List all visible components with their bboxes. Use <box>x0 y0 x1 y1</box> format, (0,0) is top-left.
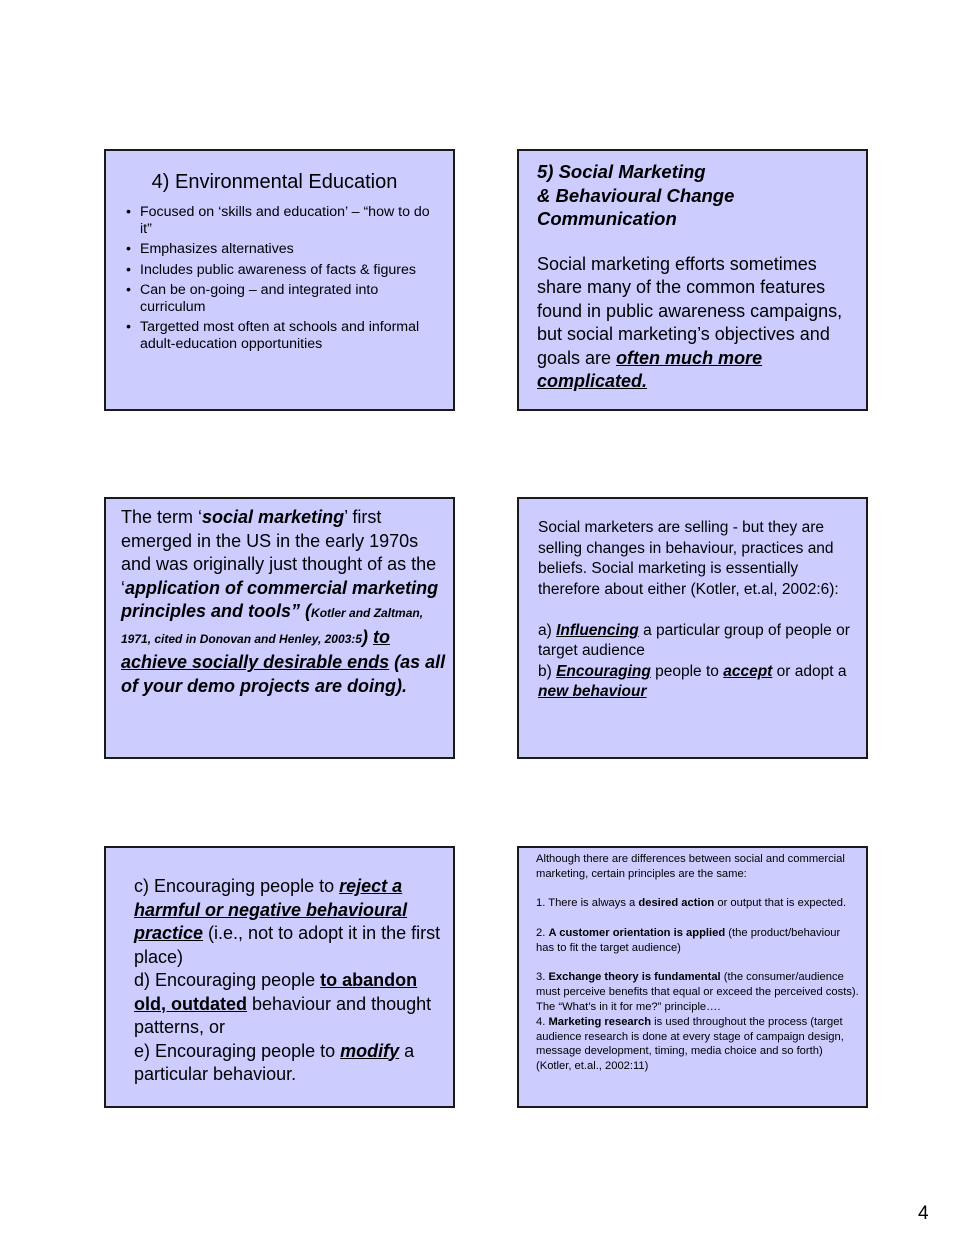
body-text: d) Encouraging people <box>134 970 321 990</box>
item-text: 4. <box>536 1015 549 1028</box>
emphasis-text: Influencing <box>556 621 639 639</box>
slide-environmental-education <box>104 149 455 411</box>
slide-body <box>536 852 860 1074</box>
emphasis-text: Encouraging <box>556 662 651 680</box>
body-text: Social marketing efforts sometimes share many of the common features found in public awareness campaigns, but social marketing’s objectives and goals are <box>537 253 843 368</box>
emphasis-text: new behaviour <box>538 683 647 700</box>
emphasis-text: modify <box>340 1040 400 1061</box>
page-number: 4 <box>918 1203 929 1224</box>
emphasis-text: to abandon old, outdated <box>134 970 418 1014</box>
body-text: a particular group of people or target audience <box>538 621 850 659</box>
principle-item <box>536 1015 860 1074</box>
emphasis-text: to achieve socially desirable ends <box>121 626 390 672</box>
body-text: ) <box>361 626 373 647</box>
body-text: (i.e., not to adopt it in the first place) <box>134 923 441 967</box>
item-prefix: b) <box>538 662 557 680</box>
slide-title: 4) Environmental Education <box>151 171 398 193</box>
slide-body <box>134 875 447 1087</box>
principle-item <box>536 896 860 911</box>
item-emphasis: Exchange theory is fundamental <box>548 971 721 984</box>
slide-encouraging-people <box>104 846 455 1108</box>
intro-text: Although there are differences between social and commercial marketing, certain principles are the same: <box>536 853 845 880</box>
item-text: (the product/behaviour has to fit the target audience) <box>536 926 841 954</box>
item-text: is used throughout the process (target audience research is done at every stage of campaign design, message development, timing, media choice and so forth) (Kotler, et.al., 2002:11) <box>536 1015 844 1073</box>
body-text: c) Encouraging people to <box>134 876 340 896</box>
body-text: people to <box>650 662 724 680</box>
term-social-marketing: social marketing <box>202 507 345 527</box>
body-text: (as all of your demo projects are doing). <box>121 652 446 696</box>
item-text: 1. There is always a <box>536 897 639 910</box>
citation: Kotler and Zaltman, 1971, cited in Donovan and Henley, 2003:5 <box>121 606 424 646</box>
item-text: 2. <box>536 926 549 939</box>
list-item: • Targetted most often at schools and informal adult-education opportunities <box>126 319 441 352</box>
title-line: Communication <box>537 208 677 229</box>
item-text: 3. <box>536 971 549 984</box>
item-emphasis: A customer orientation is applied <box>548 926 726 939</box>
item-emphasis: Marketing research <box>548 1015 652 1028</box>
intro-text: Social marketers are selling - but they are selling changes in behaviour, practices and beliefs. Social marketing is essentially therefore about either (Kotler, et.al, 2002:6): <box>538 519 839 598</box>
body-text: behaviour and thought patterns, or <box>134 993 432 1037</box>
list-item: • Emphasizes alternatives <box>126 241 441 258</box>
item-text: (the consumer/audience must perceive benefits that equal or exceed the perceived costs). The “What’s in it for me?” principle…. <box>536 971 859 1013</box>
slide-term-definition <box>104 497 455 759</box>
body-text: The term ‘ <box>121 507 203 527</box>
item-emphasis: desired action <box>638 897 715 910</box>
slide-body <box>537 253 860 394</box>
slide-social-marketing <box>517 149 868 411</box>
emphasis-text: often much more complicated. <box>537 347 763 391</box>
emphasis-text: accept <box>723 662 773 680</box>
title-line: 5) Social Marketing <box>537 161 706 182</box>
slide-body <box>538 518 860 703</box>
body-text: a particular behaviour. <box>134 1040 415 1084</box>
list-item: • Can be on-going – and integrated into curriculum <box>126 282 441 315</box>
item-text: or output that is expected. <box>714 897 847 910</box>
slide-body <box>121 506 447 698</box>
quote-text: application of commercial marketing principles and tools” ( <box>121 577 439 621</box>
list-item: • Focused on ‘skills and education’ – “how to do it” <box>126 204 441 237</box>
slide-social-marketers <box>517 497 868 759</box>
slide-title <box>537 160 866 231</box>
emphasis-text: reject a harmful or negative behavioural practice <box>134 876 408 943</box>
body-text: e) Encouraging people to <box>134 1040 341 1061</box>
bullet-list <box>106 204 453 352</box>
body-text: ’ first emerged in the US in the early 1970s and was originally just thought of as the ‘ <box>121 507 437 598</box>
title-line: & Behavioural Change <box>537 184 735 206</box>
item-prefix: a) <box>538 621 557 639</box>
slide-principles <box>517 846 868 1108</box>
principle-item <box>536 970 860 1014</box>
list-item: • Includes public awareness of facts & figures <box>126 262 441 279</box>
principle-item <box>536 926 860 956</box>
body-text: or adopt a <box>772 662 847 680</box>
